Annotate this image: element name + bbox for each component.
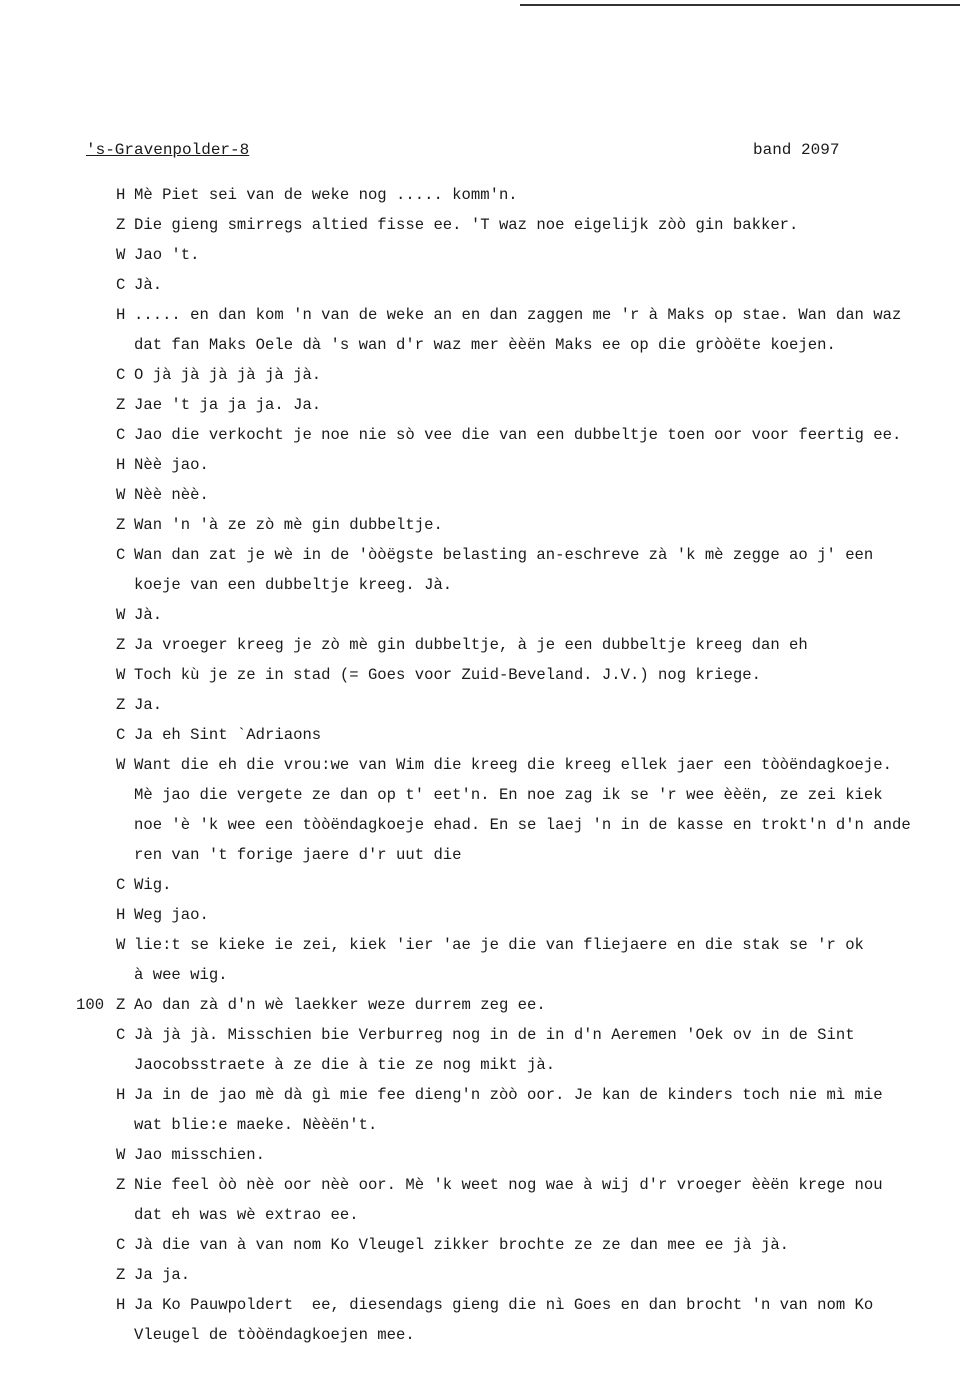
utterance-text: Jaocobsstraete à ze die à tie ze nog mikt jà. [134, 1056, 556, 1074]
transcript-line [0, 720, 973, 750]
speaker-label: H [116, 306, 126, 324]
utterance-text: Ja eh Sint `Adriaons [134, 726, 322, 744]
utterance-text: Wan dan zat je wè in de 'òòëgste belasting an-eschreve zà 'k mè zegge ao j' een [134, 546, 874, 564]
utterance-text: Jao misschien. [134, 1146, 266, 1164]
speaker-label: W [116, 1146, 126, 1164]
speaker-label: Z [116, 216, 126, 234]
transcript-line [0, 540, 973, 570]
utterance-text: Nie feel òò nèè oor nèè oor. Mè 'k weet nog wae à wij d'r vroeger èèën krege nou [134, 1176, 883, 1194]
utterance-text: Jà jà jà. Misschien bie Verburreg nog in de in d'n Aeremen 'Oek ov in de Sint [134, 1026, 855, 1044]
utterance-text: ..... en dan kom 'n van de weke an en dan zaggen me 'r à Maks op stae. Wan dan waz [134, 306, 902, 324]
band-number: band 2097 [753, 141, 840, 159]
utterance-text: Jao die verkocht je noe nie sò vee die van een dubbeltje toen oor voor feertig ee. [134, 426, 902, 444]
utterance-text: Want die eh die vrou:we van Wim die kreeg die kreeg ellek jaer een tòòëndagkoeje. [134, 756, 892, 774]
utterance-text: Vleugel de tòòëndagkoejen mee. [134, 1326, 415, 1344]
utterance-text: Nèè jao. [134, 456, 209, 474]
transcript-line [0, 360, 973, 390]
speaker-label: W [116, 756, 126, 774]
transcript-line [0, 210, 973, 240]
transcript-line [0, 180, 973, 210]
speaker-label: C [116, 726, 126, 744]
utterance-text: Ao dan zà d'n wè laekker weze durrem zeg ee. [134, 996, 546, 1014]
speaker-label: Z [116, 516, 126, 534]
speaker-label: W [116, 606, 126, 624]
speaker-label: C [116, 426, 126, 444]
transcript-line [0, 270, 973, 300]
transcript-continuation-line [0, 1050, 973, 1080]
utterance-text: Wig. [134, 876, 172, 894]
speaker-label: C [116, 1236, 126, 1254]
utterance-text: lie:t se kieke ie zei, kiek 'ier 'ae je die van fliejaere en die stak se 'r ok [134, 936, 864, 954]
transcript-continuation-line [0, 780, 973, 810]
speaker-label: C [116, 366, 126, 384]
utterance-text: Wan 'n 'à ze zò mè gin dubbeltje. [134, 516, 443, 534]
utterance-text: noe 'è 'k wee een tòòëndagkoeje ehad. En se laej 'n in de kasse en trokt'n d'n ande [134, 816, 911, 834]
speaker-label: Z [116, 696, 126, 714]
transcript-line [0, 660, 973, 690]
transcript-line [0, 690, 973, 720]
utterance-text: Jae 't ja ja ja. Ja. [134, 396, 322, 414]
transcript-line [0, 1020, 973, 1050]
speaker-label: H [116, 186, 126, 204]
transcript-continuation-line [0, 840, 973, 870]
transcript-line [0, 630, 973, 660]
transcript-line [0, 480, 973, 510]
utterance-text: wat blie:e maeke. Nèèën't. [134, 1116, 378, 1134]
speaker-label: W [116, 486, 126, 504]
speaker-label: Z [116, 636, 126, 654]
transcript-line [0, 420, 973, 450]
utterance-text: O jà jà jà jà jà jà. [134, 366, 322, 384]
scan-edge-line [520, 4, 960, 6]
speaker-label: H [116, 456, 126, 474]
utterance-text: Jà. [134, 606, 163, 624]
transcript-line [0, 900, 973, 930]
transcript-line [0, 510, 973, 540]
speaker-label: C [116, 876, 126, 894]
transcript-line [0, 390, 973, 420]
page-header [86, 141, 853, 165]
utterance-text: Toch kù je ze in stad (= Goes voor Zuid-Beveland. J.V.) nog kriege. [134, 666, 761, 684]
transcript-line [0, 1230, 973, 1260]
transcript-line [0, 1170, 973, 1200]
transcript-line [0, 240, 973, 270]
speaker-label: H [116, 1296, 126, 1314]
document-title: 's-Gravenpolder-8 [86, 141, 250, 159]
speaker-label: Z [116, 1176, 126, 1194]
transcript-continuation-line [0, 330, 973, 360]
transcript-continuation-line [0, 960, 973, 990]
utterance-text: Die gieng smirregs altied fisse ee. 'T waz noe eigelijk zòò gin bakker. [134, 216, 799, 234]
speaker-label: W [116, 246, 126, 264]
transcript-line [0, 1140, 973, 1170]
transcript-continuation-line [0, 570, 973, 600]
utterance-text: Jao 't. [134, 246, 200, 264]
transcript-line [0, 300, 973, 330]
utterance-text: Mè Piet sei van de weke nog ..... komm'n. [134, 186, 518, 204]
speaker-label: Z [116, 396, 126, 414]
transcript-line [0, 600, 973, 630]
transcript [0, 180, 973, 1350]
speaker-label: Z [116, 1266, 126, 1284]
speaker-label: C [116, 546, 126, 564]
utterance-text: Ja vroeger kreeg je zò mè gin dubbeltje, à je een dubbeltje kreeg dan eh [134, 636, 808, 654]
transcript-line [0, 870, 973, 900]
transcript-line [0, 990, 973, 1020]
utterance-text: Ja in de jao mè dà gì mie fee dieng'n zòò oor. Je kan de kinders toch nie mì mie [134, 1086, 883, 1104]
transcript-line [0, 1290, 973, 1320]
speaker-label: H [116, 1086, 126, 1104]
utterance-text: ren van 't forige jaere d'r uut die [134, 846, 462, 864]
transcript-line [0, 450, 973, 480]
speaker-label: H [116, 906, 126, 924]
transcript-line [0, 1080, 973, 1110]
transcript-continuation-line [0, 1200, 973, 1230]
speaker-label: C [116, 276, 126, 294]
transcript-continuation-line [0, 1110, 973, 1140]
transcript-line [0, 1260, 973, 1290]
utterance-text: à wee wig. [134, 966, 228, 984]
utterance-text: Jà die van à van nom Ko Vleugel zikker brochte ze ze dan mee ee jà jà. [134, 1236, 790, 1254]
transcript-line [0, 930, 973, 960]
utterance-text: Weg jao. [134, 906, 209, 924]
utterance-text: Ja ja. [134, 1266, 191, 1284]
utterance-text: Jà. [134, 276, 163, 294]
speaker-label: W [116, 936, 126, 954]
line-number: 100 [76, 996, 105, 1014]
utterance-text: dat fan Maks Oele dà 's wan d'r waz mer èèën Maks ee op die gròòëte koejen. [134, 336, 836, 354]
speaker-label: C [116, 1026, 126, 1044]
utterance-text: Ja. [134, 696, 163, 714]
utterance-text: Ja Ko Pauwpoldert ee, diesendags gieng die nì Goes en dan brocht 'n van nom Ko [134, 1296, 874, 1314]
utterance-text: Mè jao die vergete ze dan op t' eet'n. En noe zag ik se 'r wee èèën, ze zei kiek [134, 786, 883, 804]
utterance-text: dat eh was wè extrao ee. [134, 1206, 359, 1224]
utterance-text: Nèè nèè. [134, 486, 209, 504]
speaker-label: W [116, 666, 126, 684]
speaker-label: Z [116, 996, 126, 1014]
transcript-continuation-line [0, 810, 973, 840]
transcript-line [0, 750, 973, 780]
utterance-text: koeje van een dubbeltje kreeg. Jà. [134, 576, 453, 594]
transcript-continuation-line [0, 1320, 973, 1350]
